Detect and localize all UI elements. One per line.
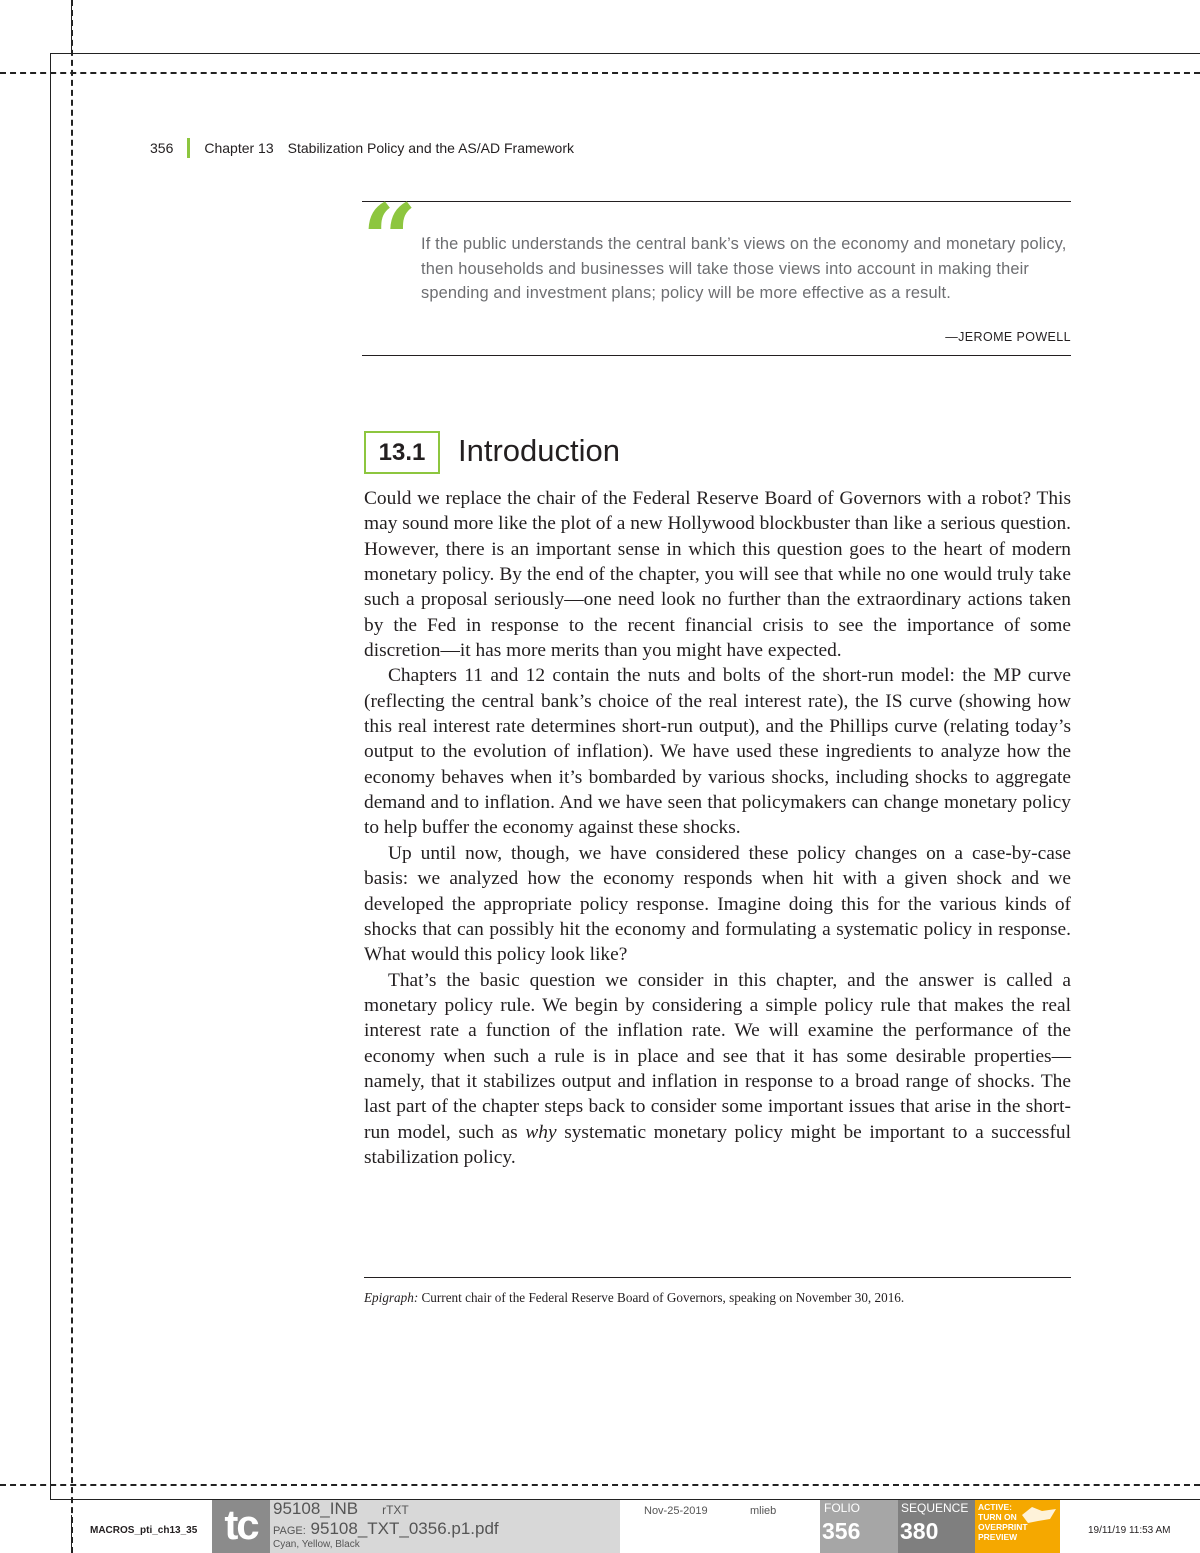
job-page-line [273, 1519, 499, 1541]
section-number: 13.1 [364, 431, 440, 474]
epigraph-attribution: —JEROME POWELL [945, 330, 1071, 344]
footnote-label: Epigraph: [364, 1290, 419, 1305]
bleed-line-top [50, 53, 1200, 54]
body-paragraph [364, 968, 1071, 1171]
swatch-icon [1020, 1503, 1058, 1525]
job-id-line [273, 1500, 409, 1519]
sequence-label: SEQUENCE [901, 1501, 969, 1515]
color-plates: Cyan, Yellow, Black [273, 1539, 360, 1550]
footnote [364, 1290, 1071, 1306]
footnote-rule [364, 1277, 1071, 1278]
epigraph-quote: If the public understands the central bank’s views on the economy and monetary policy, then households and businesses will take those views into account in making their spending and investment plans; policy will be more effective as a result. [421, 235, 1067, 303]
slug-filename: MACROS_pti_ch13_35 [90, 1525, 198, 1536]
sequence-value: 380 [900, 1518, 939, 1544]
slug-date: Nov-25-2019 [644, 1505, 708, 1517]
chapter-label: Chapter 13 [204, 140, 274, 156]
body-paragraph: Up until now, though, we have considered these policy changes on a case-by-case basis: we analyzed how the economy responds when hit with a given shock and we developed the appropriate policy response. Imagine doing this for the various kinds of shocks that can possibly hit the economy and formulating a systematic policy in response. What would this policy look like? [364, 842, 1071, 966]
crop-mark-top [71, 0, 72, 50]
epigraph-top-rule [362, 201, 1071, 202]
page-label: PAGE: [273, 1525, 306, 1537]
bleed-line-left [50, 53, 51, 1499]
slug-user: mlieb [750, 1505, 777, 1517]
slug-timestamp: 19/11/19 11:53 AM [1088, 1525, 1171, 1536]
tc-logo: tc [212, 1500, 270, 1553]
page-file: 95108_TXT_0356.p1.pdf [310, 1519, 499, 1538]
trim-line-bottom [0, 1484, 1200, 1486]
emphasis-text: why [525, 1121, 557, 1143]
crop-mark-bottom [71, 1515, 72, 1553]
page-folio: 356 [150, 140, 174, 156]
job-id: 95108_INB [273, 1499, 359, 1518]
body-paragraph-text: systematic monetary policy might be important to a successful stabilization policy. [364, 1121, 1072, 1168]
job-type: rTXT [382, 1503, 409, 1517]
trim-line-left [71, 0, 73, 1553]
quote-mark-icon: “ [362, 183, 418, 296]
folio-value: 356 [822, 1518, 861, 1544]
epigraph-bottom-rule [362, 355, 1071, 356]
body-paragraph: Could we replace the chair of the Federal Reserve Board of Governors with a robot? This may sound more like the plot of a new Hollywood blockbuster than like a serious question. However, there is an important sense in which this question goes to the heart of modern monetary policy. By the end of the chapter, you will see that while no one would truly take such a proposal seriously—one need look no further than the extraordinary actions taken by the Fed in response to the recent financial crisis to see the importance of some discretion—it has more merits than you might have expected. [364, 488, 1071, 662]
chapter-title: Stabilization Policy and the AS/AD Framework [287, 140, 574, 156]
trim-line-top [0, 72, 1200, 74]
footnote-text: Current chair of the Federal Reserve Board of Governors, speaking on November 30, 2016. [418, 1290, 905, 1305]
body-paragraph: Chapters 11 and 12 contain the nuts and bolts of the short-run model: the MP curve (reflecting the central bank’s choice of the real interest rate), the IS curve (showing how this real interest rate determines short-run output), and the Phillips curve (relating today’s output to the evolution of inflation). We have used these ingredients to analyze how the economy behaves when it’s bombarded by various shocks, including shocks to aggregate demand and to inflation. And we have seen that policymakers can change monetary policy to help buffer the economy against these shocks. [364, 665, 1071, 839]
section-title: Introduction [458, 433, 620, 468]
running-head [150, 138, 574, 158]
body-paragraph-text: That’s the basic question we consider in this chapter, and the answer is called a monetary policy rule. We begin by considering a simple policy rule that makes the real interest rate a function of the inflation rate. We will examine the performance of the economy when such a rule is in place and see that it has some desirable properties—namely, that it stabilizes output and inflation in response to a broad range of shocks. The last part of the chapter steps back to consider some important issues that arise in the short-run model, such as [364, 969, 1071, 1143]
folio-label: FOLIO [824, 1501, 861, 1515]
overprint-status-text: ACTIVE: TURN ON OVERPRINT PREVIEW [978, 1502, 1028, 1542]
folio-divider [187, 138, 190, 158]
body-text [364, 486, 1071, 1170]
